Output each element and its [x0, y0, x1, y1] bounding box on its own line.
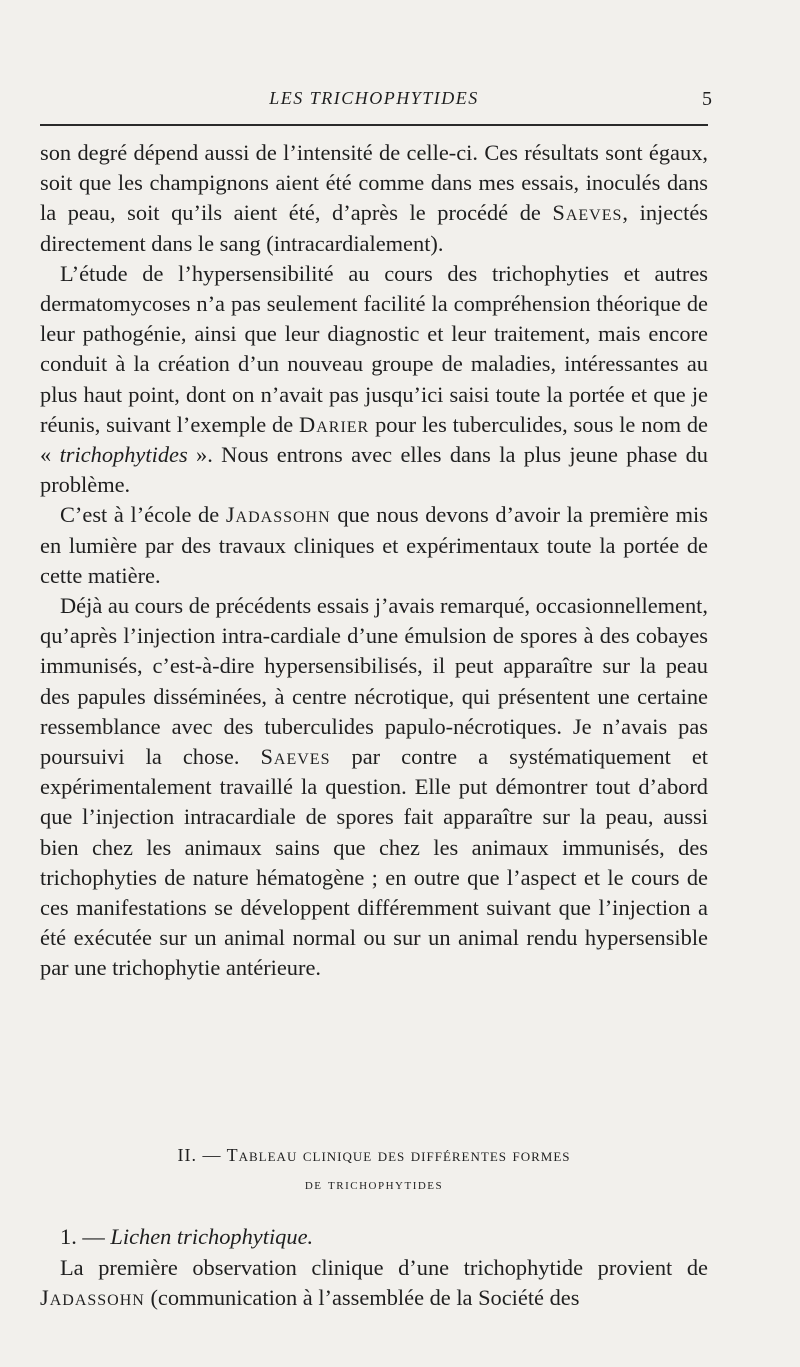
running-title: LES TRICHOPHYTIDES — [269, 88, 479, 108]
section-title-line2: de trichophytides — [304, 1176, 444, 1193]
author-name: Jadassohn — [40, 1285, 145, 1311]
header-rule — [40, 124, 708, 126]
author-name: Darier — [299, 411, 370, 437]
author-name: Saeves — [552, 200, 623, 226]
section-title-line1: Tableau clinique des différentes formes — [226, 1145, 571, 1165]
subsection-number: 1. — — [60, 1224, 111, 1249]
section-heading — [40, 1140, 708, 1200]
section-numeral: II. — — [177, 1145, 227, 1165]
author-name: Jadassohn — [225, 502, 331, 528]
paragraph-continuation: son degré dépend aussi de l’intensité de celle-ci. Ces résultats sont égaux, soit que les champignons aient été comme dans mes essais, inoculés dans la peau, soit qu’ils aient été, d’après le procédé de Saeves, injectés directement dans le sang (intracardialement). — [40, 140, 708, 256]
body-text — [40, 138, 708, 984]
subsection-heading — [60, 1222, 708, 1252]
running-header — [40, 88, 712, 118]
page-number: 5 — [702, 88, 712, 110]
author-name: Saeves — [260, 744, 331, 770]
paragraph: Déjà au cours de précédents essais j’avais remarqué, occasionnellement, qu’après l’injection intra-cardiale d’une émulsion de spores à des cobayes immunisés, c’est-à-dire hypersensibilisés, il peut apparaître sur la peau des papules disséminées, à centre nécrotique, qui présentent une certaine ressemblance avec des tuberculides papulo-nécrotiques. Je n’avais pas poursuivi la chose. Saeves par contre a systématiquement et expérimentalement travaillé la question. Elle put démontrer tout d’abord que l’injection intracardiale de spores fait apparaître sur la peau, aussi bien chez les animaux sains que chez les animaux immunisés, des trichophyties de nature hématogène ; en outre que l’aspect et le cours de ces manifestations se développent différemment suivant que l’injection a été exécutée sur un animal normal ou sur un animal rendu hypersensible par une trichophytie antérieure. — [40, 593, 709, 981]
body-text-tail — [40, 1253, 708, 1313]
paragraph: L’étude de l’hypersensibilité au cours des trichophyties et autres dermatomycoses n’a pas seulement facilité la compréhension théorique de leur pathogénie, ainsi que leur diagnostic et leur traitement, mais encore conduit à la création d’un nouveau groupe de maladies, intéressantes au plus haut point, dont on n’avait pas jusqu’ici saisi toute la portée et que je réunis, suivant l’exemple de Darier pour les tuberculides, sous le nom de « trichophytides ». Nous entrons avec elles dans la plus jeune phase du problème. — [40, 260, 709, 498]
paragraph: La première observation clinique d’une trichophytide provient de Jadassohn (communication à l’assemblée de la Société des — [40, 1255, 708, 1311]
italic-term: trichophytides — [59, 442, 188, 468]
subsection-title: Lichen trichophytique. — [110, 1224, 314, 1249]
paragraph: C’est à l’école de Jadassohn que nous devons d’avoir la première mis en lumière par des travaux cliniques et expérimentaux toute la portée de cette matière. — [40, 502, 708, 588]
